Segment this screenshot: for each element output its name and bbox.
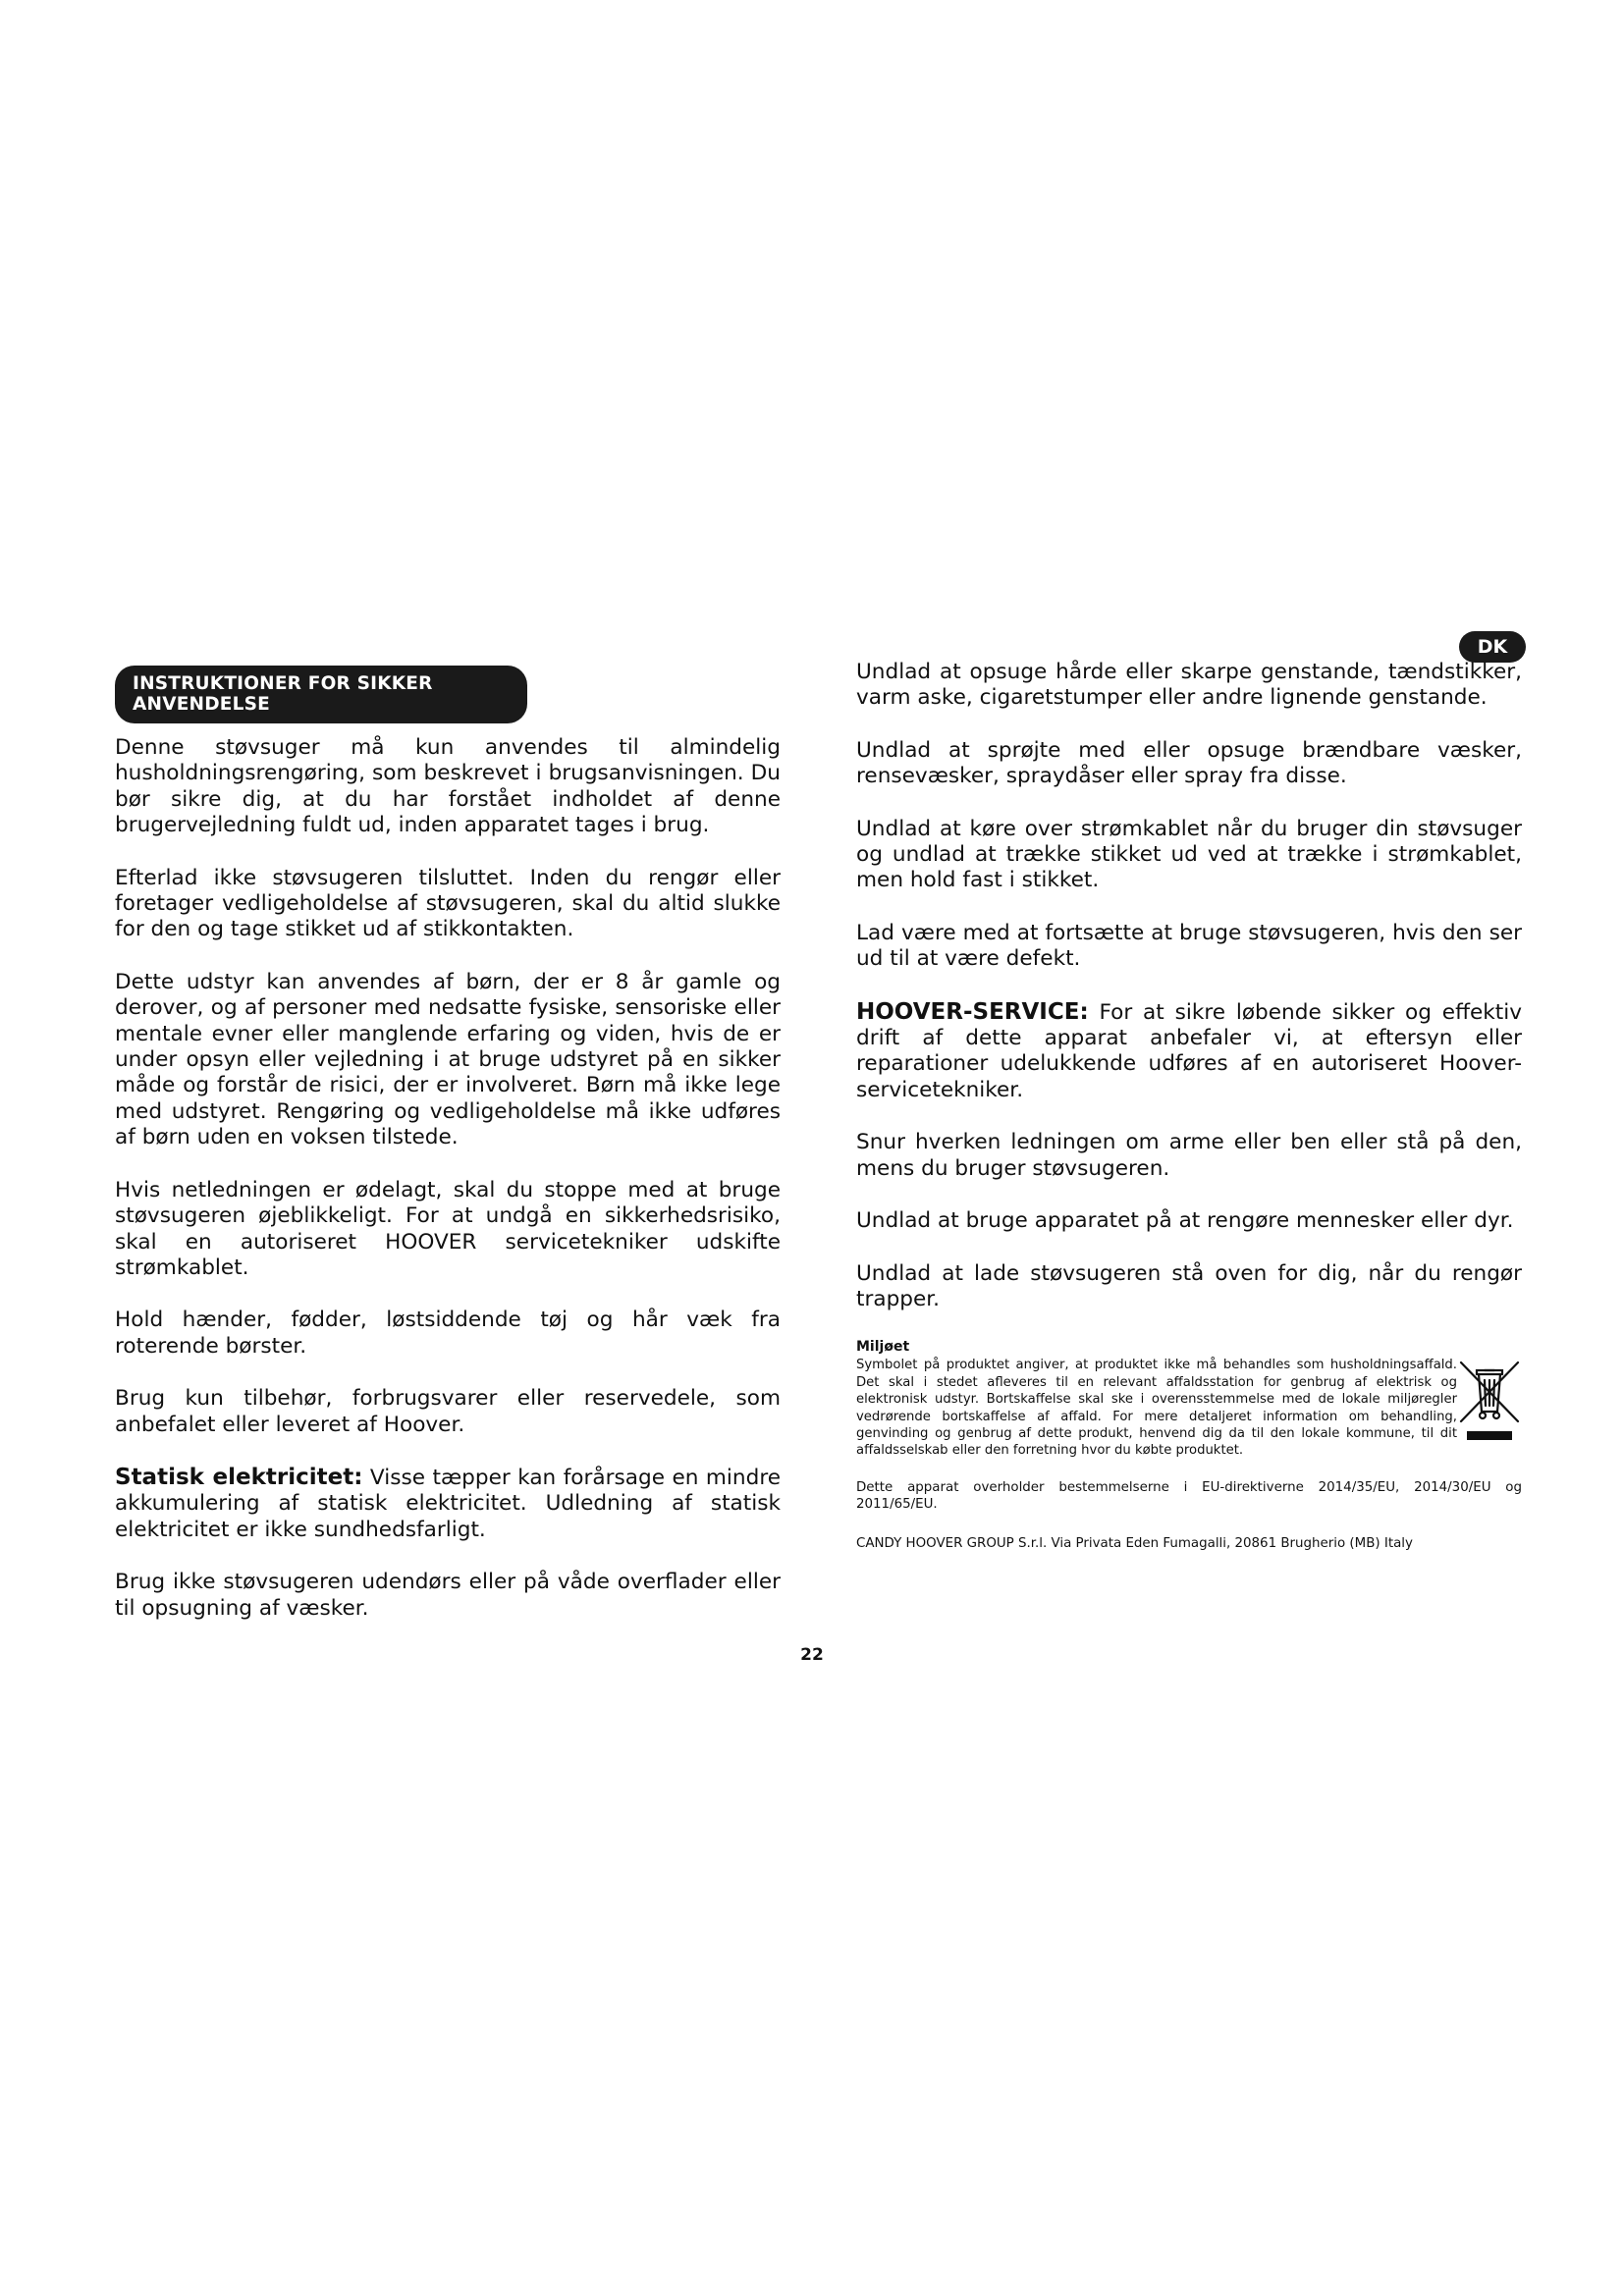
paragraph-cord-limbs: Snur hverken ledningen om arme eller ben eller stå på den, mens du bruger støvsugeren.	[856, 1130, 1522, 1181]
paragraph-flammable: Undlad at sprøjte med eller opsuge brændbare væsker, rensevæsker, spraydåser eller spray fra disse.	[856, 737, 1522, 789]
paragraph-cable: Undlad at køre over strømkablet når du bruger din støvsuger og undlad at trække stikket ud ved at trække i strømkablet, men hold fast i stikket.	[856, 816, 1522, 893]
environment-body: Symbolet på produktet angiver, at produktet ikke må behandles som husholdningsaffald. Det skal i stedet afleveres til en relevant affaldsstation for genbrug af elektrisk og elektronisk udstyr. Bortskaffelse skal ske i overensstemmelse med de lokale miljøregler vedrørende bortskaffelse af affald. For mere detaljeret information om behandling, genvinding og genbrug af dette produkt, henvend dig da til den lokale kommune, til dit affaldsselskab eller den forretning hvor du købte produktet.	[856, 1358, 1457, 1459]
paragraph-power-cord: Hvis netledningen er ødelagt, skal du stoppe med at bruge støvsugeren øjeblikkeligt. For at undgå en sikkerhedsrisiko, skal en autoriseret HOOVER servicetekniker udskifte strømkablet.	[115, 1177, 781, 1280]
paragraph-children: Dette udstyr kan anvendes af børn, der er 8 år gamle og derover, og af personer med nedsatte fysiske, sensoriske eller mentale evner eller manglende erfaring og viden, hvis de er under opsyn eller vejledning i at bruge udstyret på en sikker måde og forstår de risici, der er involveret. Børn må ikke lege med udstyret. Rengøring og vedligeholdelse må ikke udføres af børn uden en voksen tilstede.	[115, 969, 781, 1150]
directives-text: Dette apparat overholder bestemmelserne i EU-direktiverne 2014/35/EU, 2014/30/EU og 2011/65/EU.	[856, 1479, 1522, 1513]
paragraph-hard-objects: Undlad at opsuge hårde eller skarpe genstande, tændstikker, varm aske, cigaretstumper eller andre lignende genstande.	[856, 660, 1522, 711]
language-badge: DK	[1459, 631, 1526, 663]
paragraph-stairs: Undlad at lade støvsugeren stå oven for dig, når du rengør trapper.	[856, 1260, 1522, 1311]
paragraph-static-electricity	[115, 1465, 781, 1543]
weee-crossed-bin-icon	[1457, 1357, 1522, 1443]
left-column	[115, 666, 781, 1648]
paragraph-unplug: Efterlad ikke støvsugeren tilsluttet. Inden du rengør eller foretager vedligeholdelse af støvsugeren, skal du altid slukke for den og tage stikket ud af stikkontakten.	[115, 865, 781, 942]
paragraph-rotating-brushes: Hold hænder, fødder, løstsiddende tøj og hår væk fra roterende børster.	[115, 1308, 781, 1359]
paragraph-defect: Lad være med at fortsætte at bruge støvsugeren, hvis den ser ud til at være defekt.	[856, 920, 1522, 972]
environment-wrap	[856, 1357, 1522, 1459]
environment-section	[856, 1339, 1522, 1459]
environment-heading: Miljøet	[856, 1339, 910, 1356]
static-lead: Statisk elektricitet:	[115, 1464, 363, 1490]
paragraph-service	[856, 999, 1522, 1104]
static-text: Visse tæpper kan forårsage en mindre akkumulering af statisk elektricitet. Udledning af statisk elektricitet er ikke sundhedsfarligt.	[115, 1465, 782, 1542]
company-address: CANDY HOOVER GROUP S.r.l. Via Privata Eden Fumagalli, 20861 Brugherio (MB) Italy	[856, 1535, 1413, 1551]
service-text: For at sikre løbende sikker og effektiv drift af dette apparat anbefaler vi, at eftersyn eller reparationer udelukkende udføres af en autoriseret Hoover-servicetekniker.	[856, 999, 1522, 1102]
paragraph-people-animals: Undlad at bruge apparatet på at rengøre mennesker eller dyr.	[856, 1208, 1514, 1234]
right-column	[856, 660, 1522, 1553]
page-number: 22	[800, 1645, 824, 1665]
paragraph-accessories: Brug kun tilbehør, forbrugsvarer eller reservedele, som anbefalet eller leveret af Hoover.	[115, 1386, 781, 1437]
service-lead: HOOVER-SERVICE:	[856, 998, 1089, 1025]
paragraph-intended-use: Denne støvsuger må kun anvendes til almindelig husholdningsrengøring, som beskrevet i brugsanvisningen. Du bør sikre dig, at du har forstået indholdet af denne brugervejledning fuldt ud, inden apparatet tages i brug.	[115, 735, 781, 838]
paragraph-outdoor: Brug ikke støvsugeren udendørs eller på våde overflader eller til opsugning af væsker.	[115, 1570, 781, 1621]
section-title: INSTRUKTIONER FOR SIKKER ANVENDELSE	[115, 666, 527, 723]
